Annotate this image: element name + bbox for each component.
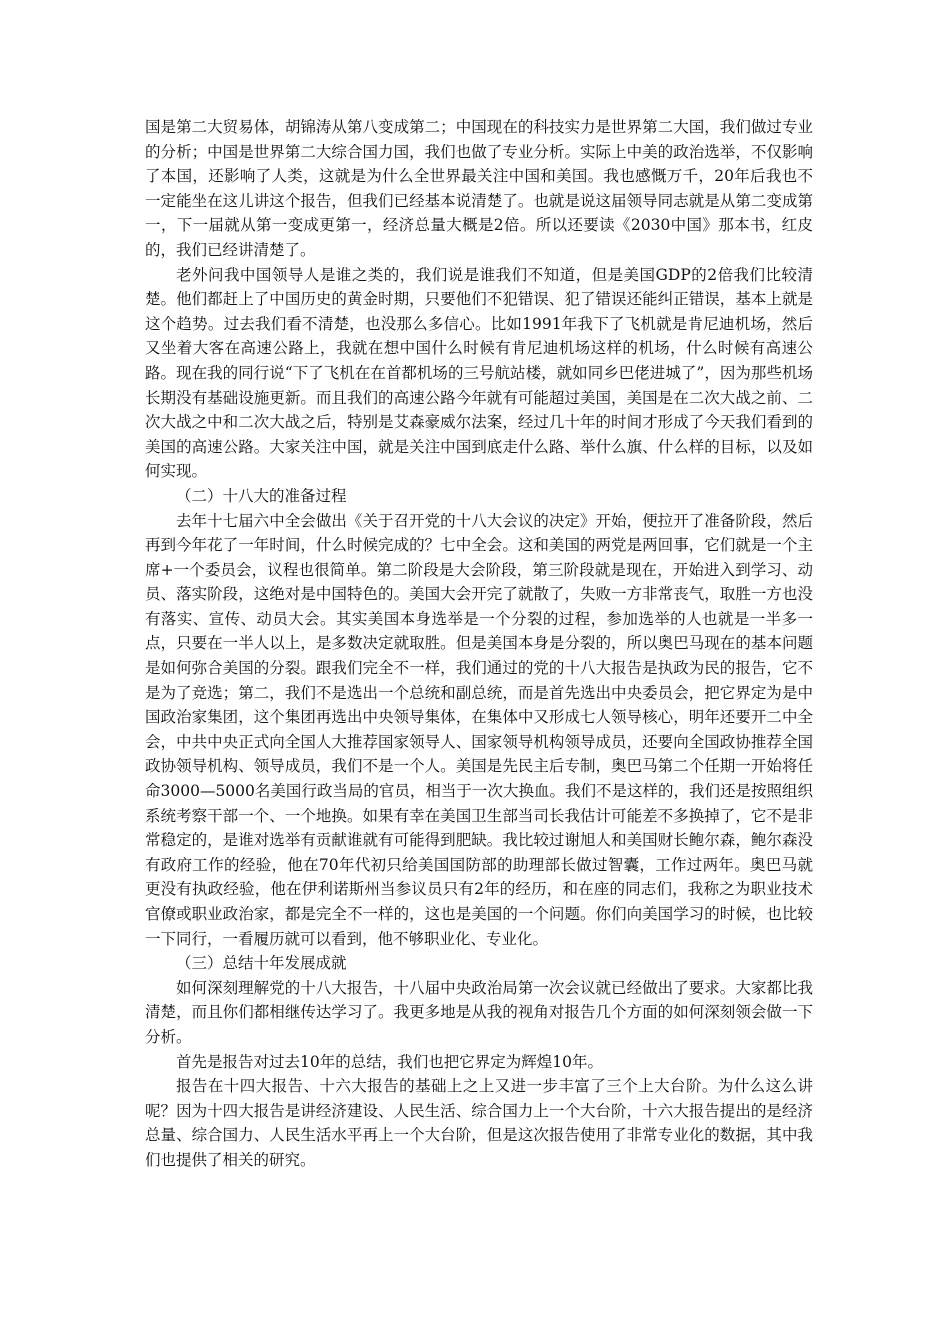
paragraph-gdp: 老外问我中国领导人是谁之类的，我们说是谁我们不知道，但是美国GDP的2倍我们比较清楚。他们都赶上了中国历史的黄金时期，只要他们不犯错误、犯了错误还能纠正错误，基本上就是这个趋势。过去我们看不清楚，也没那么多信心。比如1991年我下了飞机就是肯尼迪机场，然后又坐着大客在高速公路上，我就在想中国什么时候有肯尼迪机场这样的机场，什么时候有高速公路。现在我的同行说“下了飞机在在首都机场的三号航站楼，就如同乡巴佬进城了”，因为那些机场长期没有基础设施更新。而且我们的高速公路今年就有可能超过美国，美国是在二次大战之前、二次大战之中和二次大战之后，特别是艾森豪威尔法案，经过几十年的时间才形成了今天我们看到的美国的高速公路。大家关注中国，就是关注中国到底走什么路、举什么旗、什么样的目标，以及如何实现。 <box>145 265 813 481</box>
section-heading-achievements: （三）总结十年发展成就 <box>176 954 347 973</box>
paragraph-preparation: 去年十七届六中全会做出《关于召开党的十八大会议的决定》开始，便拉开了准备阶段，然后再到今年花了一年时间，什么时候完成的？七中全会。这和美国的两党是两回事，它们就是一个主席+一个委员会，议程也很简单。第二阶段是大会阶段，第三阶段就是现在，开始进入到学习、动员、落实阶段，这绝对是中国特色的。美国大会开完了就散了，失败一方非常丧气，取胜一方也没有落实、宣传、动员大会。其实美国本身选举是一个分裂的过程，参加选举的人也就是一半多一点，只要在一半人以上，是多数决定就取胜。但是美国本身是分裂的，所以奥巴马现在的基本问题是如何弥合美国的分裂。跟我们完全不一样，我们通过的党的十八大报告是执政为民的报告，它不是为了竞选；第二，我们不是选出一个总统和副总统，而是首先选出中央委员会，把它界定为是中国政治家集团，这个集团再选出中央领导集体，在集体中又形成七人领导核心，明年还要开二中全会，中共中央正式向全国人大推荐国家领导人、国家领导机构领导成员，还要向全国政协推荐全国政协领导机构、领导成员，我们不是一个人。美国是先民主后专制，奥巴马第二个任期一开始将任命3000—5000名美国行政当局的官员，相当于一次大换血。我们不是这样的，我们还是按照组织系统考察干部一个、一个地换。如果有幸在美国卫生部当司长我估计可能差不多换掉了，它不是非常稳定的，是谁对选举有贡献谁就有可能得到肥缺。我比较过谢旭人和美国财长鲍尔森，鲍尔森没有政府工作的经验，他在70年代初只给美国国防部的助理部长做过智囊，工作过两年。奥巴马就更没有执政经验，他在伊利诺斯州当参议员只有2年的经历，和在座的同志们，我称之为职业技术官僚或职业政治家，都是完全不一样的，这也是美国的一个问题。你们向美国学习的时候，也比较一下同行，一看履历就可以看到，他不够职业化、专业化。 <box>145 511 813 948</box>
paragraph-three-steps: 报告在十四大报告、十六大报告的基础上之上又进一步丰富了三个上大台阶。为什么这么讲呢？因为十四大报告是讲经济建设、人民生活、综合国力上一个大台阶，十六大报告提出的是经济总量、综合国力、人民生活水平再上一个大台阶，但是这次报告使用了非常专业化的数据，其中我们也提供了相关的研究。 <box>145 1077 813 1169</box>
paragraph-understanding: 如何深刻理解党的十八大报告，十八届中央政治局第一次会议就已经做出了要求。大家都比我清楚，而且你们都相继传达学习了。我更多地是从我的视角对报告几个方面的如何深刻领会做一下分析。 <box>145 978 813 1046</box>
document-body <box>145 115 813 1173</box>
paragraph-continued: 国是第二大贸易体，胡锦涛从第八变成第二；中国现在的科技实力是世界第二大国，我们做过专业的分析；中国是世界第二大综合国力国，我们也做了专业分析。实际上中美的政治选举，不仅影响了本国，还影响了人类，这就是为什么全世界最关注中国和美国。我也感慨万千，20年后我也不一定能坐在这儿讲这个报告，但我们已经基本说清楚了。也就是说这届领导同志就是从第二变成第一，下一届就从第一变成更第一，经济总量大概是2倍。所以还要读《2030中国》那本书，红皮的，我们已经讲清楚了。 <box>145 118 813 259</box>
paragraph-glorious-decade: 首先是报告对过去10年的总结，我们也把它界定为辉煌10年。 <box>176 1052 603 1071</box>
section-heading-preparation: （二）十八大的准备过程 <box>176 486 347 505</box>
